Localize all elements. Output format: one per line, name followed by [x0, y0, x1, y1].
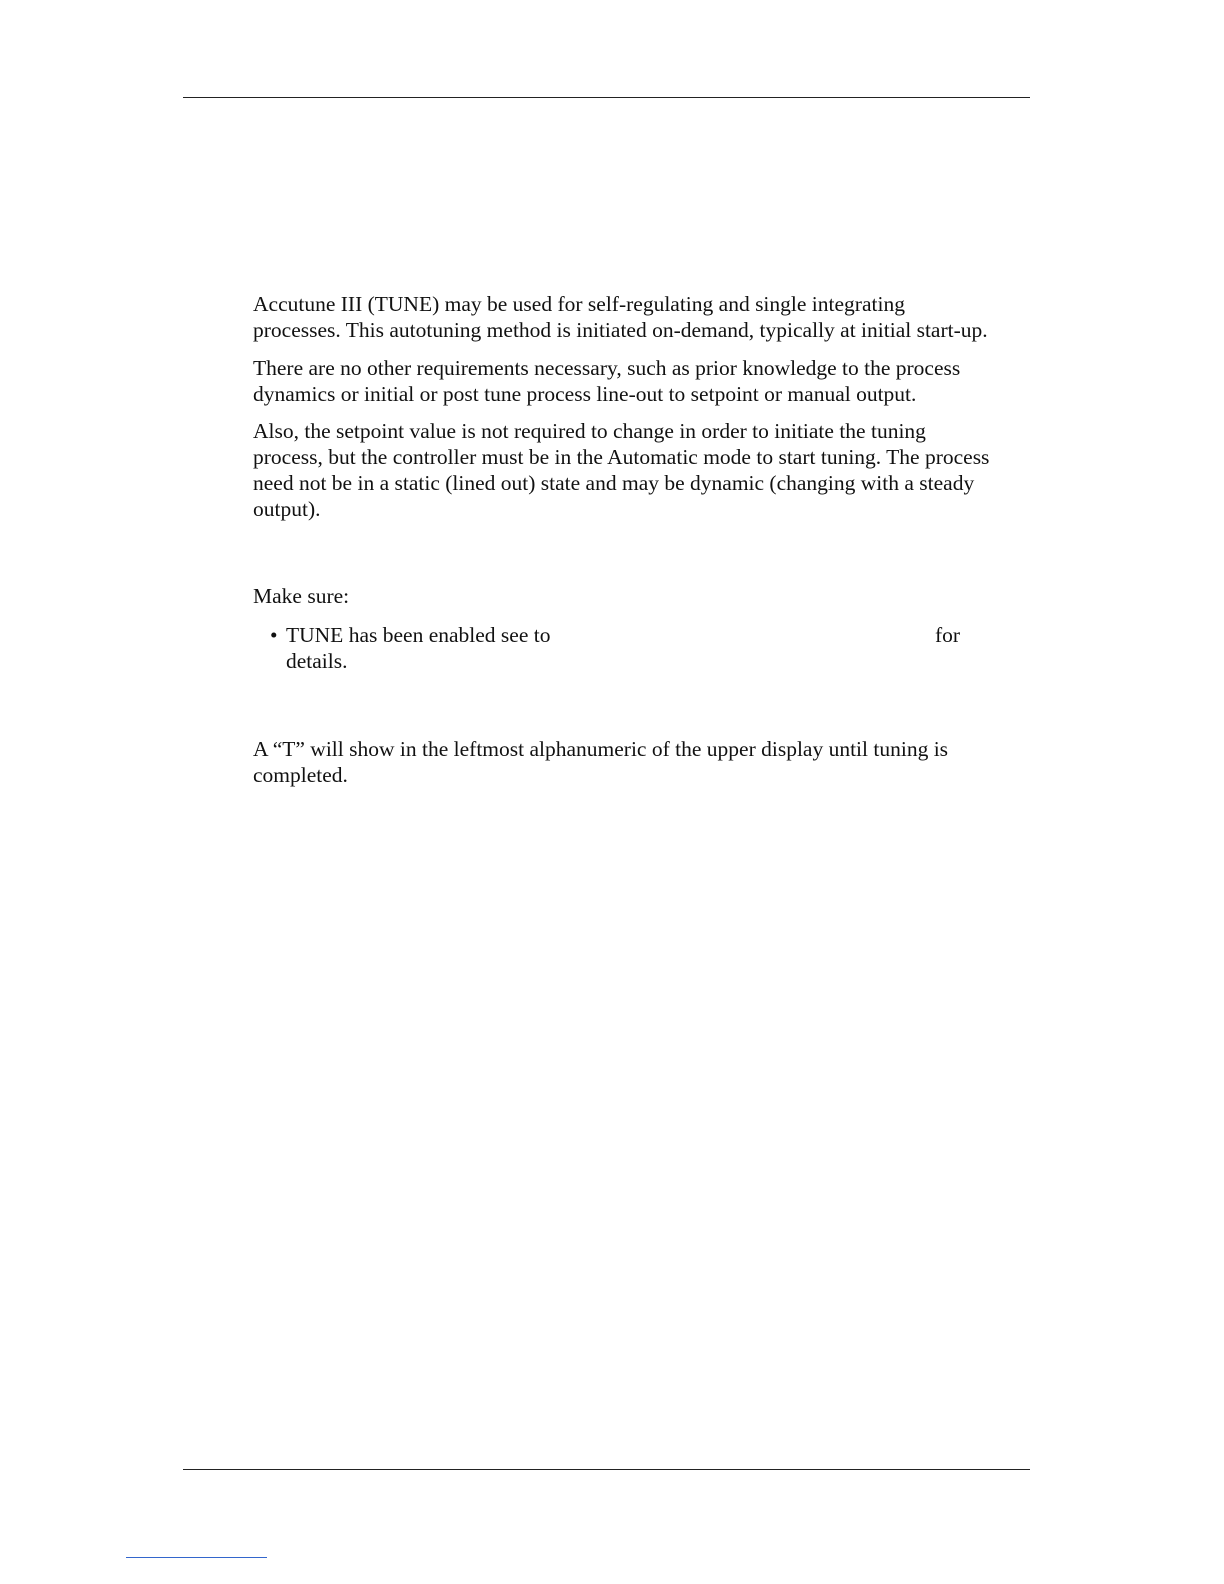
- setpoint-line-2: process, but the controller must be in the Automatic mode to start tuning. The process: [253, 445, 990, 469]
- setpoint-paragraph: [253, 418, 1033, 522]
- header-rule: [183, 97, 1030, 98]
- make-sure-label: [253, 583, 1033, 609]
- intro-paragraph: [253, 291, 1033, 343]
- bullet-dot-icon: •: [270, 623, 278, 647]
- tuning-indicator-paragraph: [253, 736, 1033, 788]
- setpoint-line-1: Also, the setpoint value is not required to change in order to initiate the tuning: [253, 419, 926, 443]
- requirements-line-1: There are no other requirements necessary, such as prior knowledge to the process: [253, 356, 961, 380]
- footer-rule: [183, 1469, 1030, 1470]
- bullet-body: [286, 622, 1006, 674]
- intro-line-2: processes. This autotuning method is initiated on-demand, typically at initial start-up.: [253, 318, 988, 342]
- make-sure-text: Make sure:: [253, 584, 350, 608]
- setpoint-line-3: need not be in a static (lined out) state and may be dynamic (changing with a steady: [253, 471, 975, 495]
- footer-link-underline[interactable]: [126, 1557, 267, 1558]
- requirements-line-2: dynamics or initial or post tune process line-out to setpoint or manual output.: [253, 382, 917, 406]
- bullet-line-1-end: for: [935, 623, 961, 647]
- bullet-line-1: TUNE has been enabled see to: [286, 623, 551, 647]
- tuning-indicator-line-2: completed.: [253, 763, 348, 787]
- tuning-indicator-line-1: A “T” will show in the leftmost alphanumeric of the upper display until tuning is: [253, 737, 949, 761]
- bullet-line-2: details.: [286, 649, 348, 673]
- setpoint-line-4: output).: [253, 497, 321, 521]
- intro-line-1: Accutune III (TUNE) may be used for self-regulating and single integrating: [253, 292, 905, 316]
- requirements-paragraph: [253, 355, 1033, 407]
